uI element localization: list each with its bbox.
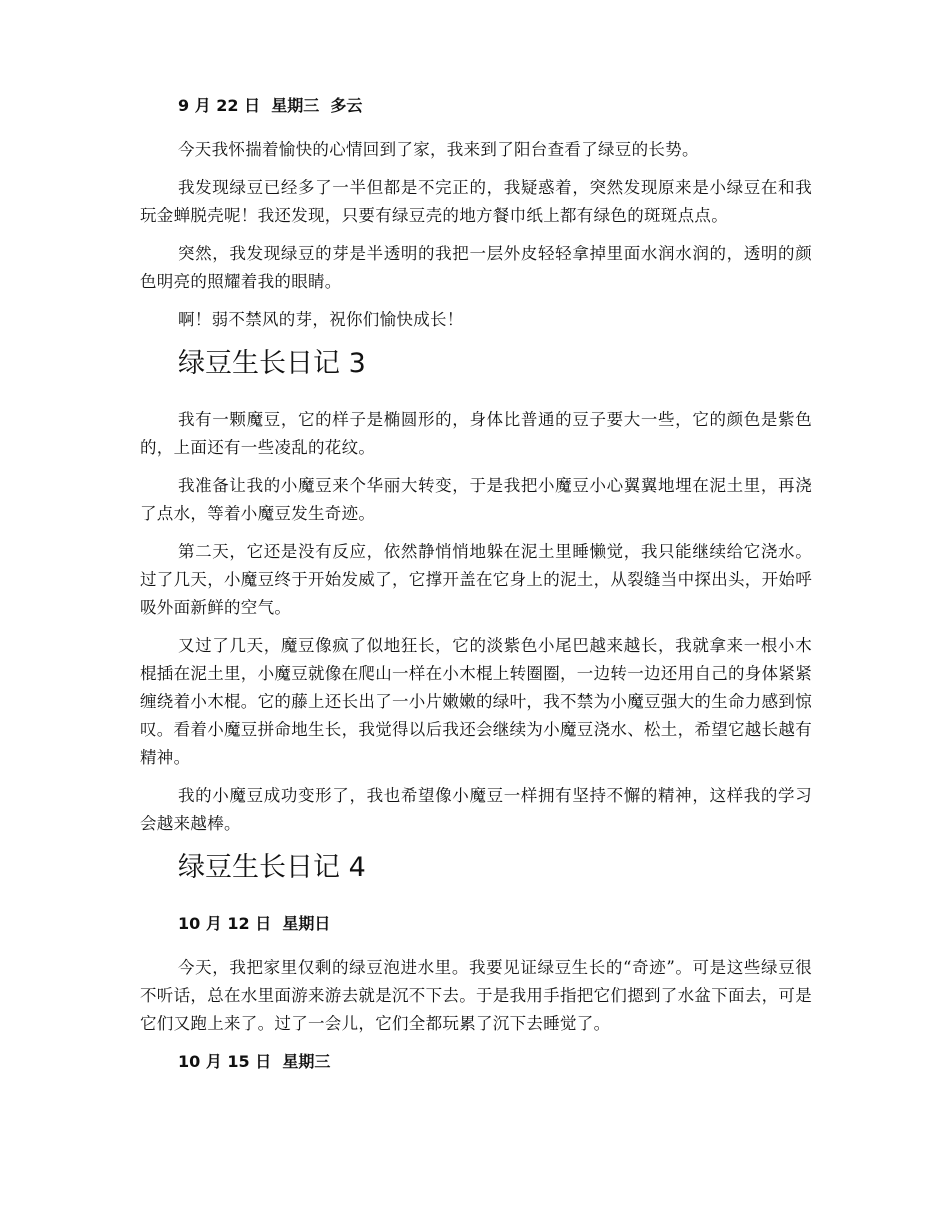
paragraph: 第二天，它还是没有反应，依然静悄悄地躲在泥土里睡懒觉，我只能继续给它浇水。过了几天，小魔豆终于开始发威了，它撑开盖在它身上的泥土，从裂缝当中探出头，开始呼吸外面新鲜的空气。 xyxy=(140,542,812,617)
paragraph: 我的小魔豆成功变形了，我也希望像小魔豆一样拥有坚持不懈的精神，这样我的学习会越来越棒。 xyxy=(140,786,812,833)
paragraph: 又过了几天，魔豆像疯了似地狂长，它的淡紫色小尾巴越来越长，我就拿来一根小木棍插在泥土里，小魔豆就像在爬山一样在小木棍上转圈圈，一边转一边还用自己的身体紧紧缠绕着小木棍。它的藤上还长出了一小片嫩嫩的绿叶，我不禁为小魔豆强大的生命力感到惊叹。看着小魔豆拼命地生长，我觉得以后我还会继续为小魔豆浇水、松土，希望它越长越有精神。 xyxy=(140,636,812,767)
entry-date-sep22: 9 月 22 日 星期三 多云 xyxy=(178,96,363,115)
section-heading-diary-3: 绿豆生长日记 3 xyxy=(178,348,366,379)
paragraph: 今天，我把家里仅剩的绿豆泡进水里。我要见证绿豆生长的“奇迹”。可是这些绿豆很不听话，总在水里面游来游去就是沉不下去。于是我用手指把它们摁到了水盆下面去，可是它们又跑上来了。过了一会儿，它们全都玩累了沉下去睡觉了。 xyxy=(140,958,812,1033)
document-content xyxy=(140,92,812,1092)
entry-date-oct12: 10 月 12 日 星期日 xyxy=(178,914,331,933)
paragraph: 啊！弱不禁风的芽，祝你们愉快成长！ xyxy=(178,310,464,329)
paragraph: 我有一颗魔豆，它的样子是椭圆形的，身体比普通的豆子要大一些，它的颜色是紫色的，上面还有一些凌乱的花纹。 xyxy=(140,410,812,457)
entry-date-oct15: 10 月 15 日 星期三 xyxy=(178,1052,331,1071)
paragraph: 今天我怀揣着愉快的心情回到了家，我来到了阳台查看了绿豆的长势。 xyxy=(178,140,699,159)
section-heading-diary-4: 绿豆生长日记 4 xyxy=(178,852,366,883)
paragraph: 我准备让我的小魔豆来个华丽大转变，于是我把小魔豆小心翼翼地埋在泥土里，再浇了点水，等着小魔豆发生奇迹。 xyxy=(140,476,812,523)
paragraph: 我发现绿豆已经多了一半但都是不完正的，我疑惑着，突然发现原来是小绿豆在和我玩金蝉脱壳呢！我还发现，只要有绿豆壳的地方餐巾纸上都有绿色的斑斑点点。 xyxy=(140,178,812,225)
paragraph: 突然，我发现绿豆的芽是半透明的我把一层外皮轻轻拿掉里面水润水润的，透明的颜色明亮的照耀着我的眼睛。 xyxy=(140,244,812,291)
